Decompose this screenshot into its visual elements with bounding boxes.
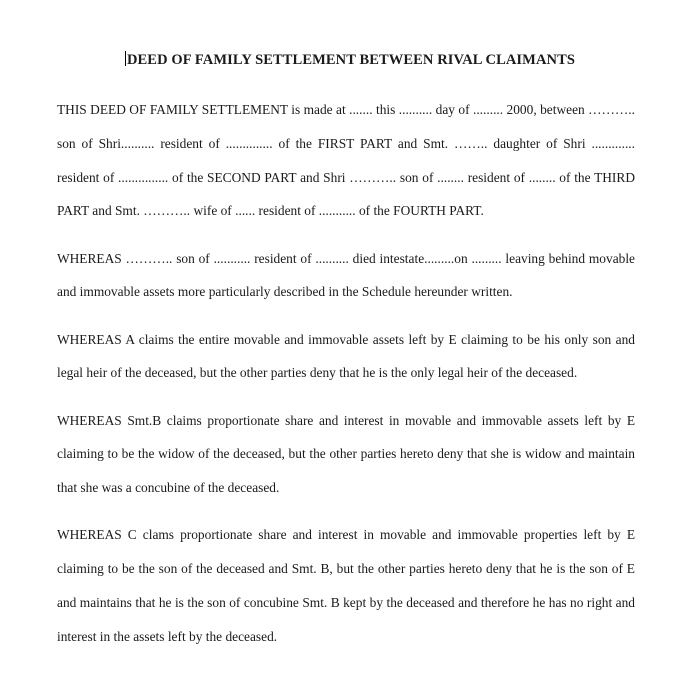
document-title-text: DEED OF FAMILY SETTLEMENT BETWEEN RIVAL CLAIMANTS: [126, 52, 576, 68]
document-title: [0, 51, 700, 69]
paragraph-whereas-intestate: WHEREAS ……….. son of ........... resident of .......... died intestate.........on ......... leaving behind movable and immovable assets more particularly described in the Schedule hereunder written.: [57, 250, 635, 300]
paragraph-whereas-a: WHEREAS A claims the entire movable and immovable assets left by E claiming to be his only son and legal heir of the deceased, but the other parties deny that he is the only legal heir of the deceased.: [57, 331, 635, 381]
paragraph-parties: THIS DEED OF FAMILY SETTLEMENT is made at ....... this .......... day of ......... 2000, between ……….. son of Shri.......... resident of .............. of the FIRST PART and Smt. …….. daughter of Shri ............. resident of ............... of the SECOND PART and Shri ……….. son of ........ resident of ........ of the THIRD PART and Smt. ……….. wife of ...... resident of ........... of the FOURTH PART.: [57, 102, 635, 219]
paragraph-whereas-b: WHEREAS Smt.B claims proportionate share and interest in movable and immovable assets left by E claiming to be the widow of the deceased, but the other parties hereto deny that she is widow and maintain that she was a concubine of the deceased.: [57, 412, 635, 496]
document-body[interactable]: [57, 93, 635, 667]
text-cursor: [125, 51, 126, 66]
paragraph-whereas-c: WHEREAS C clams proportionate share and interest in movable and immovable properties left by E claiming to be the son of the deceased and Smt. B, but the other parties hereto deny that he is the son of E and maintains that he is the son of concubine Smt. B kept by the deceased and therefore he has no right and interest in the assets left by the deceased.: [57, 527, 635, 644]
